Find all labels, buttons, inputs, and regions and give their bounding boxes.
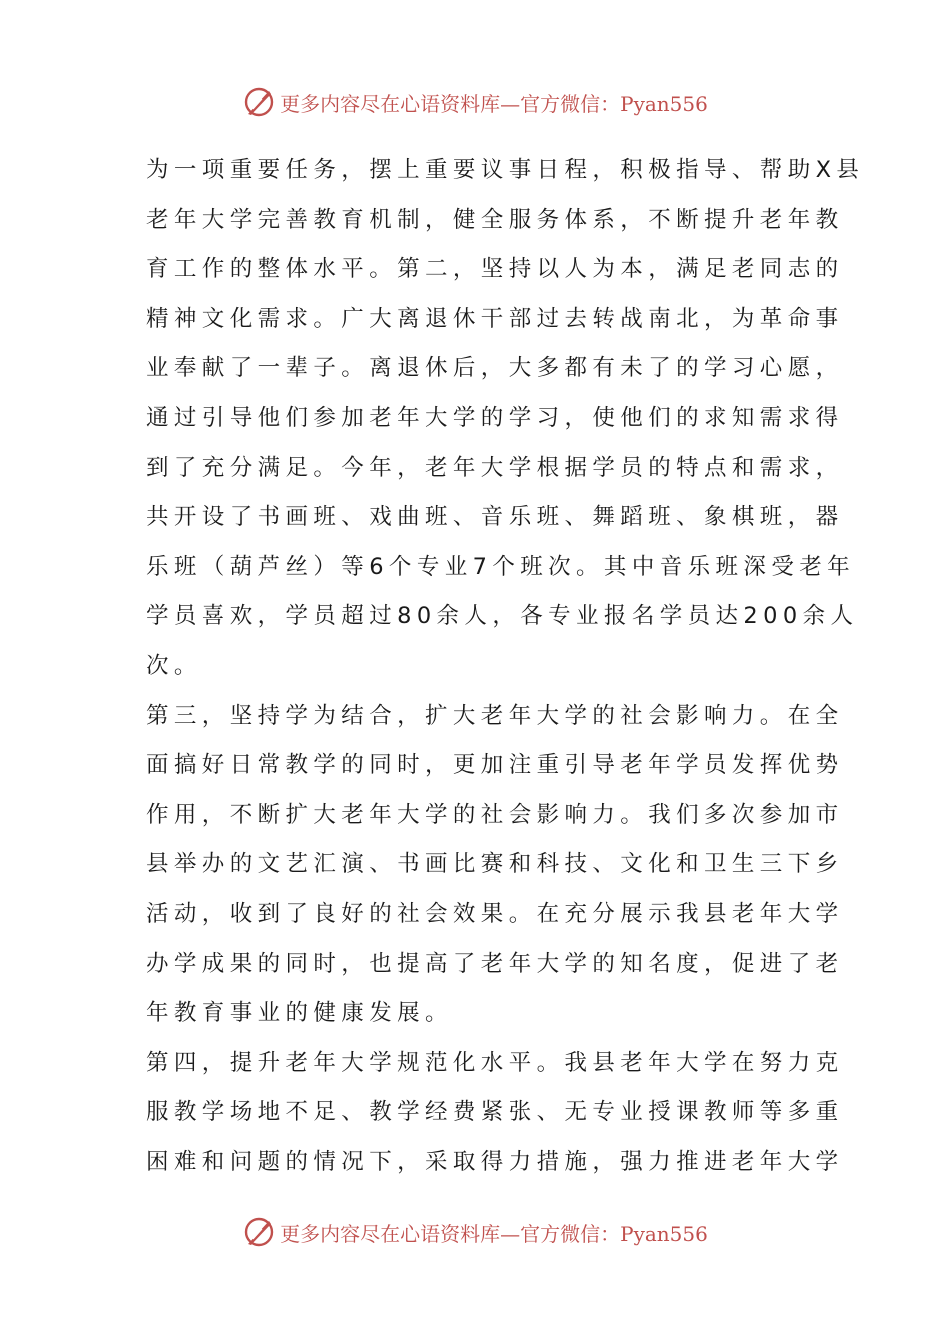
text-line: 作用，不断扩大老年大学的社会影响力。我们多次参加市 bbox=[146, 801, 844, 828]
text-line: 活动，收到了良好的社会效果。在充分展示我县老年大学 bbox=[146, 900, 844, 927]
text-line: 到了充分满足。今年，老年大学根据学员的特点和需求， bbox=[146, 454, 844, 481]
header-banner bbox=[0, 82, 950, 122]
text-line: 通过引导他们参加老年大学的学习，使他们的求知需求得 bbox=[146, 404, 844, 431]
text-line: 乐班（葫芦丝）等6个专业7个班次。其中音乐班深受老年 bbox=[146, 553, 856, 580]
text-line: 年教育事业的健康发展。 bbox=[146, 1000, 453, 1027]
text-line: 服教学场地不足、教学经费紧张、无专业授课教师等多重 bbox=[146, 1099, 844, 1126]
text-line: 为一项重要任务，摆上重要议事日程，积极指导、帮助X县 bbox=[146, 157, 865, 183]
quill-logo-icon bbox=[242, 85, 276, 119]
quill-logo-icon bbox=[242, 1215, 276, 1249]
text-line: 次。 bbox=[146, 652, 202, 679]
footer-banner bbox=[0, 1212, 950, 1252]
text-line: 第四，提升老年大学规范化水平。我县老年大学在努力克 bbox=[146, 1049, 844, 1076]
text-line: 办学成果的同时，也提高了老年大学的知名度，促进了老 bbox=[146, 950, 844, 977]
footer-brand-text: 更多内容尽在心语资料库—官方微信：Pyan556 bbox=[280, 1221, 708, 1246]
text-line: 困难和问题的情况下，采取得力措施，强力推进老年大学 bbox=[146, 1148, 844, 1175]
header-brand-text: 更多内容尽在心语资料库—官方微信：Pyan556 bbox=[280, 91, 708, 116]
text-line: 育工作的整体水平。第二，坚持以人为本，满足老同志的 bbox=[146, 256, 844, 283]
document-body bbox=[146, 146, 865, 1187]
text-line: 县举办的文艺汇演、书画比赛和科技、文化和卫生三下乡 bbox=[146, 851, 844, 878]
text-line: 共开设了书画班、戏曲班、音乐班、舞蹈班、象棋班，器 bbox=[146, 504, 844, 531]
text-line: 老年大学完善教育机制，健全服务体系，不断提升老年教 bbox=[146, 206, 844, 233]
text-line: 精神文化需求。广大离退休干部过去转战南北，为革命事 bbox=[146, 305, 844, 332]
text-line: 学员喜欢，学员超过80余人，各专业报名学员达200余人 bbox=[146, 603, 859, 630]
text-line: 面搞好日常教学的同时，更加注重引导老年学员发挥优势 bbox=[146, 752, 844, 779]
text-line: 业奉献了一辈子。离退休后，大多都有未了的学习心愿， bbox=[146, 355, 844, 382]
text-line: 第三，坚持学为结合，扩大老年大学的社会影响力。在全 bbox=[146, 702, 844, 729]
